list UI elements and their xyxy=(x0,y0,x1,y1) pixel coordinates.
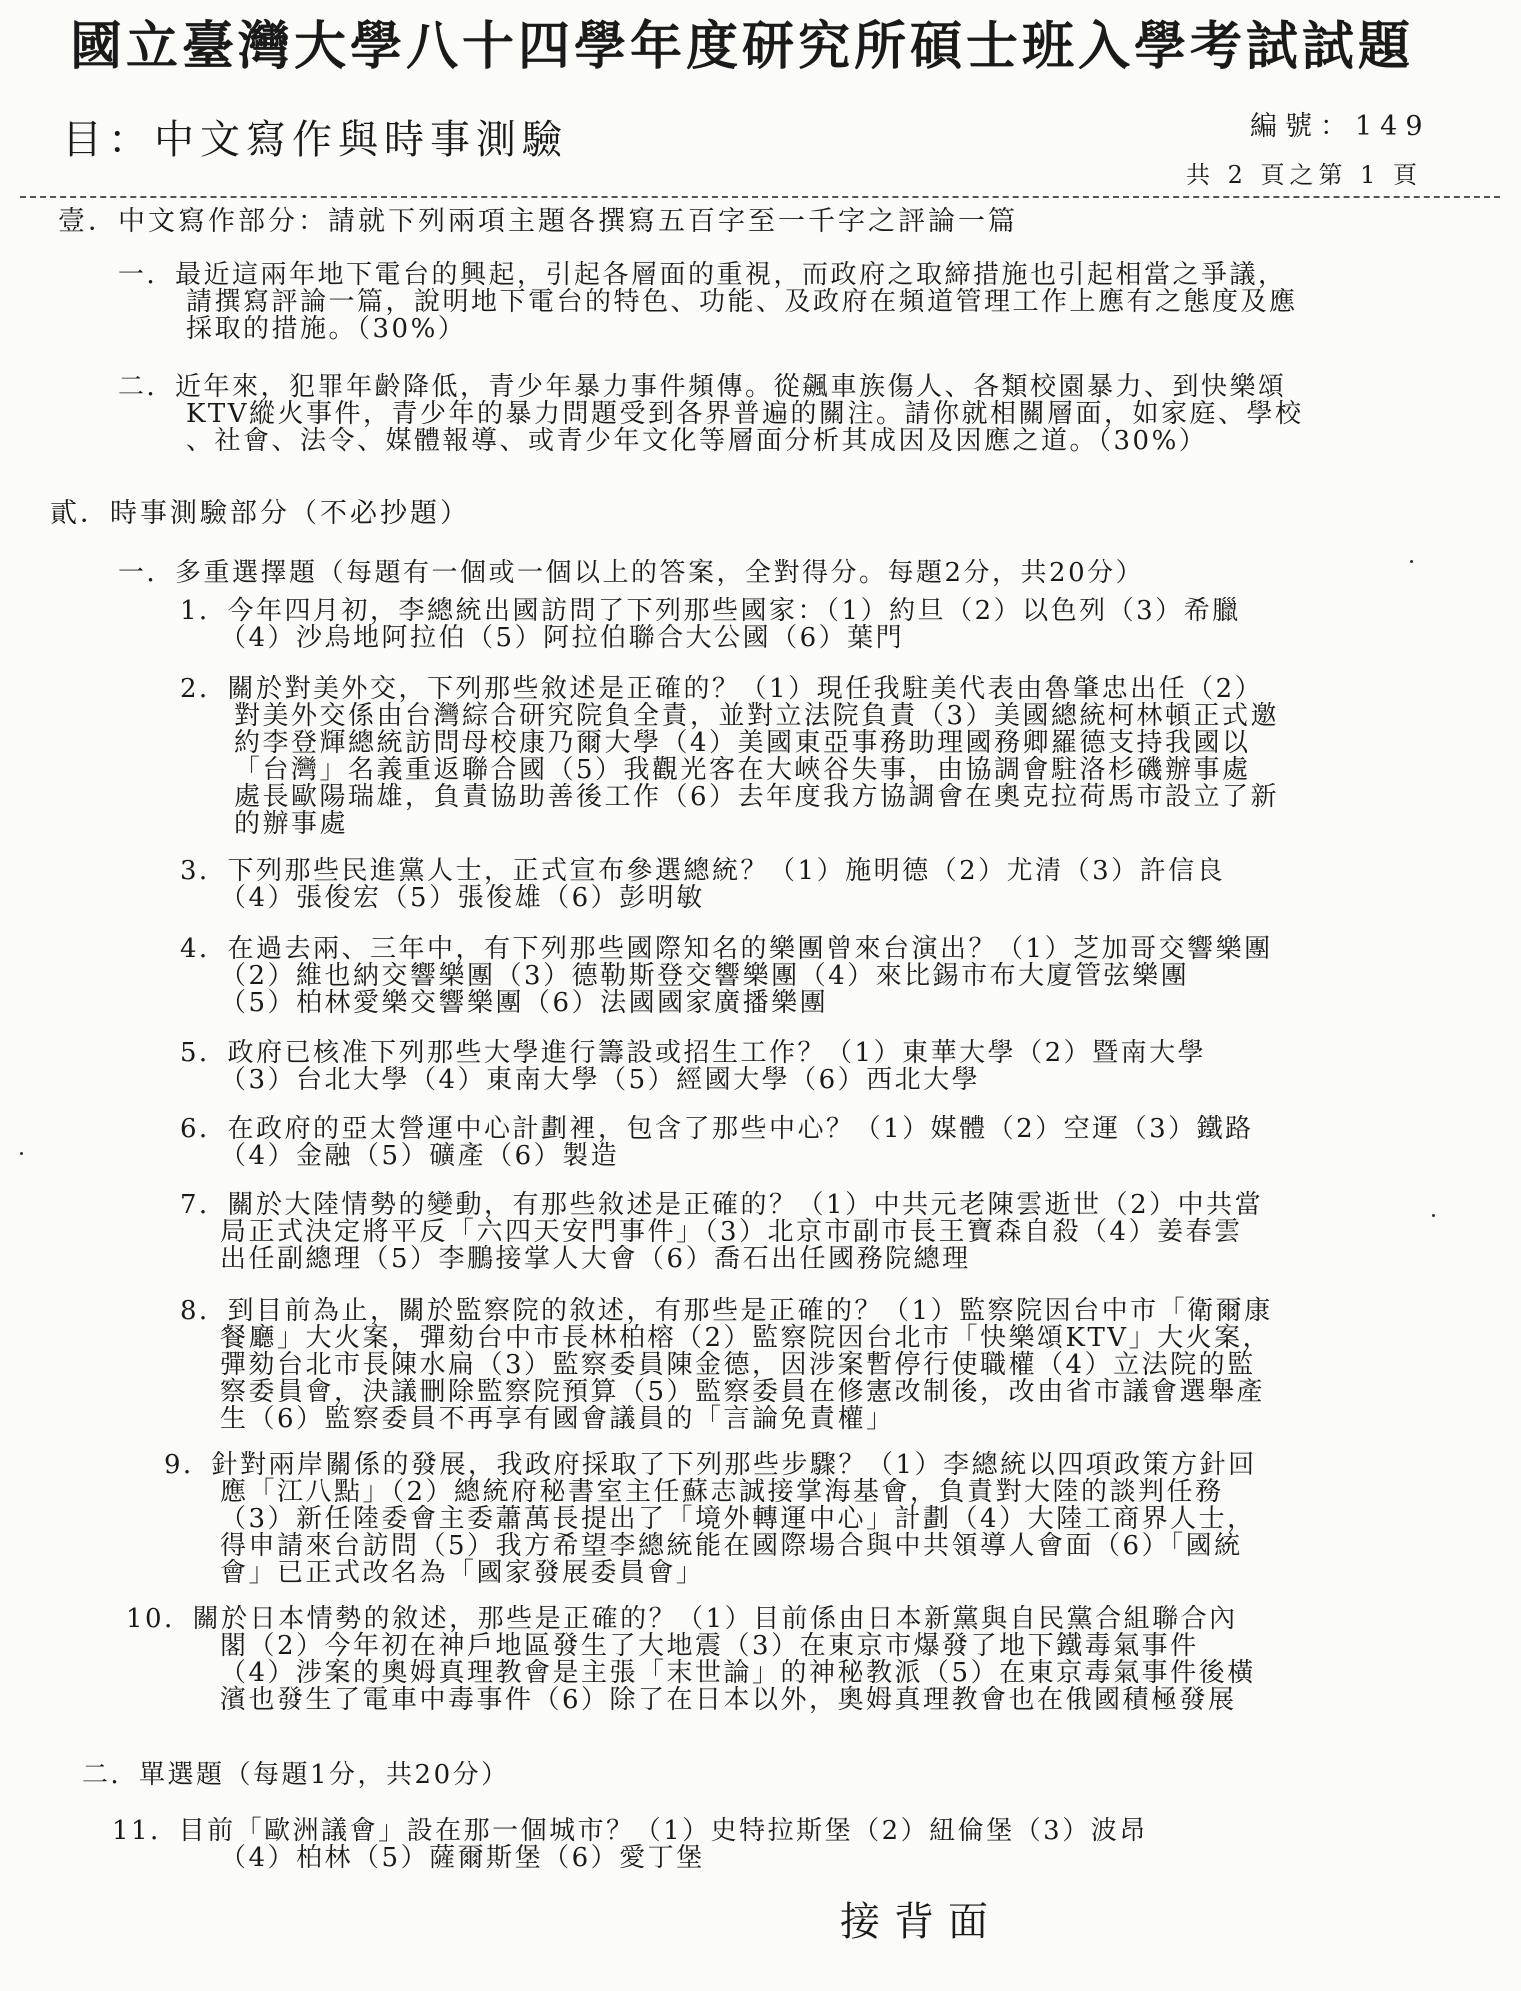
question-10 xyxy=(126,1606,1256,1714)
question-line: 10．關於日本情勢的敘述，那些是正確的？（1）目前係由日本新黨與自民黨合組聯合內 xyxy=(126,1604,1238,1634)
subject-line: 目：中文寫作與時事測驗 xyxy=(62,117,568,163)
question-line: 5．政府已核准下列那些大學進行籌設或招生工作？（1）東華大學（2）暨南大學 xyxy=(180,1038,1207,1068)
question-7 xyxy=(180,1192,1263,1273)
question-line: （2）維也納交響樂團（3）德勒斯登交響樂團（4）來比錫市布大廈管弦樂團 xyxy=(220,961,1190,991)
question-line: （4）張俊宏（5）張俊雄（6）彭明敏 xyxy=(220,883,705,913)
question-1 xyxy=(180,598,1241,652)
question-line: （3）台北大學（4）東南大學（5）經國大學（6）西北大學 xyxy=(220,1065,981,1095)
essay-line: 請撰寫評論一篇，說明地下電台的特色、功能、及政府在頻道管理工作上應有之態度及應 xyxy=(186,287,1298,317)
question-line: 生（6）監察委員不再享有國會議員的「言論免責權」 xyxy=(220,1404,895,1434)
question-line: 7．關於大陸情勢的變動，有那些敘述是正確的？（1）中共元老陳雲逝世（2）中共當 xyxy=(180,1190,1264,1220)
question-line: 局正式決定將平反「六四天安門事件」（3）北京市副市長王寶森自殺（4）姜春雲 xyxy=(220,1217,1243,1247)
question-line: 的辦事處 xyxy=(234,809,349,839)
question-line: 2．關於對美外交，下列那些敘述是正確的？（1）現任我駐美代表由魯肇忠出任（2） xyxy=(180,674,1264,704)
question-line: 處長歐陽瑞雄，負責協助善後工作（6）去年度我方協調會在奧克拉荷馬市設立了新 xyxy=(234,782,1280,812)
scan-speck xyxy=(1410,560,1413,563)
question-9 xyxy=(164,1452,1257,1587)
subsection-heading-text: 一．多重選擇題（每題有一個或一個以上的答案，全對得分。每題2分，共20分） xyxy=(118,558,1145,588)
question-line: 餐廳」大火案，彈劾台中市長林柏榕（2）監察院因台北市「快樂頌KTV」大火案， xyxy=(220,1323,1272,1353)
question-line: （4）柏林（5）薩爾斯堡（6）愛丁堡 xyxy=(220,1843,705,1873)
essay-line: KTV縱火事件，青少年的暴力問題受到各界普遍的關注。請你就相關層面，如家庭、學校 xyxy=(186,399,1304,429)
essay-topic-2 xyxy=(118,374,1304,455)
question-line: 約李登輝總統訪問母校康乃爾大學（4）美國東亞事務助理國務卿羅德支持我國以 xyxy=(234,728,1251,758)
section-heading-text: 貳．時事測驗部分（不必抄題） xyxy=(50,498,470,529)
question-8 xyxy=(180,1298,1273,1433)
header-divider xyxy=(20,196,1500,198)
question-3 xyxy=(180,858,1225,912)
essay-line: 採取的措施。（30%） xyxy=(186,314,467,344)
section-one-heading xyxy=(58,208,1018,235)
question-5 xyxy=(180,1040,1206,1094)
question-line: 9．針對兩岸關係的發展，我政府採取了下列那些步驟？（1）李總統以四項政策方針回 xyxy=(164,1450,1257,1480)
question-4 xyxy=(180,936,1273,1017)
question-line: 會」已正式改名為「國家發展委員會」 xyxy=(220,1558,705,1588)
question-line: 應「江八點」（2）總統府秘書室主任蘇志誠接掌海基會，負責對大陸的談判任務 xyxy=(220,1477,1224,1507)
question-line: 出任副總理（5）李鵬接掌人大會（6）喬石出任國務院總理 xyxy=(220,1244,971,1274)
question-line: （5）柏林愛樂交響樂團（6）法國國家廣播樂團 xyxy=(220,988,829,1018)
multiple-choice-heading xyxy=(118,560,1144,587)
question-line: （4）金融（5）礦產（6）製造 xyxy=(220,1141,620,1171)
question-line: 「台灣」名義重返聯合國（5）我觀光客在大峽谷失事，由協調會駐洛杉磯辦事處 xyxy=(234,755,1251,785)
section-two-heading xyxy=(50,500,470,527)
question-line: 濱也發生了電車中毒事件（6）除了在日本以外，奧姆真理教會也在俄國積極發展 xyxy=(220,1685,1237,1715)
question-line: 閣（2）今年初在神戶地區發生了大地震（3）在東京市爆發了地下鐵毒氣事件 xyxy=(220,1631,1199,1661)
single-choice-heading xyxy=(82,1762,510,1789)
question-line: 11．目前「歐洲議會」設在那一個城市？（1）史特拉斯堡（2）紐倫堡（3）波昂 xyxy=(112,1816,1148,1846)
question-line: 6．在政府的亞太營運中心計劃裡，包含了那些中心？（1）媒體（2）空運（3）鐵路 xyxy=(180,1114,1254,1144)
scan-speck xyxy=(20,1152,23,1155)
scan-speck xyxy=(1432,1214,1435,1217)
question-line: 8．到目前為止，關於監察院的敘述，有那些是正確的？（1）監察院因台中市「衛爾康 xyxy=(180,1296,1273,1326)
continue-on-back-note: 接背面 xyxy=(840,1899,1002,1945)
question-line: 察委員會，決議刪除監察院預算（5）監察委員在修憲改制後，改由省市議會選舉產 xyxy=(220,1377,1266,1407)
page-title: 國立臺灣大學八十四學年度研究所碩士班入學考試試題 xyxy=(70,16,1415,77)
question-line: 彈劾台北市長陳水扁（3）監察委員陳金德，因涉案暫停行使職權（4）立法院的監 xyxy=(220,1350,1256,1380)
question-line: 對美外交係由台灣綜合研究院負全責，並對立法院負責（3）美國總統柯林頓正式邀 xyxy=(234,701,1280,731)
page-number: 共 2 頁之第 1 頁 xyxy=(1186,161,1423,189)
question-line: 得申請來台訪問（5）我方希望李總統能在國際場合與中共領導人會面（6）「國統 xyxy=(220,1531,1243,1561)
exam-code: 編號：149 xyxy=(1250,111,1431,142)
essay-line: 、社會、法令、媒體報導、或青少年文化等層面分析其成因及因應之道。（30%） xyxy=(186,426,1208,456)
question-line: （4）沙烏地阿拉伯（5）阿拉伯聯合大公國（6）葉門 xyxy=(220,623,905,653)
question-2 xyxy=(180,676,1279,838)
essay-line: 一．最近這兩年地下電台的興起，引起各層面的重視，而政府之取締措施也引起相當之爭議， xyxy=(118,260,1287,290)
question-6 xyxy=(180,1116,1254,1170)
question-line: （3）新任陸委會主委蕭萬長提出了「境外轉運中心」計劃（4）大陸工商界人士， xyxy=(220,1504,1256,1534)
question-11 xyxy=(112,1818,1148,1872)
essay-topic-1 xyxy=(118,262,1298,343)
essay-line: 二．近年來，犯罪年齡降低，青少年暴力事件頻傳。從飆車族傷人、各類校園暴力、到快樂頌 xyxy=(118,372,1287,402)
subsection-heading-text: 二．單選題（每題1分，共20分） xyxy=(82,1760,510,1790)
question-line: 4．在過去兩、三年中，有下列那些國際知名的樂團曾來台演出？（1）芝加哥交響樂團 xyxy=(180,934,1273,964)
section-heading-text: 壹．中文寫作部分：請就下列兩項主題各撰寫五百字至一千字之評論一篇 xyxy=(58,206,1018,237)
question-line: 3．下列那些民進黨人士，正式宣布參選總統？（1）施明德（2）尤清（3）許信良 xyxy=(180,856,1226,886)
question-line: （4）涉案的奧姆真理教會是主張「末世論」的神秘教派（5）在東京毒氣事件後橫 xyxy=(220,1658,1256,1688)
question-line: 1．今年四月初，李總統出國訪問了下列那些國家：（1）約旦（2）以色列（3）希臘 xyxy=(180,596,1241,626)
